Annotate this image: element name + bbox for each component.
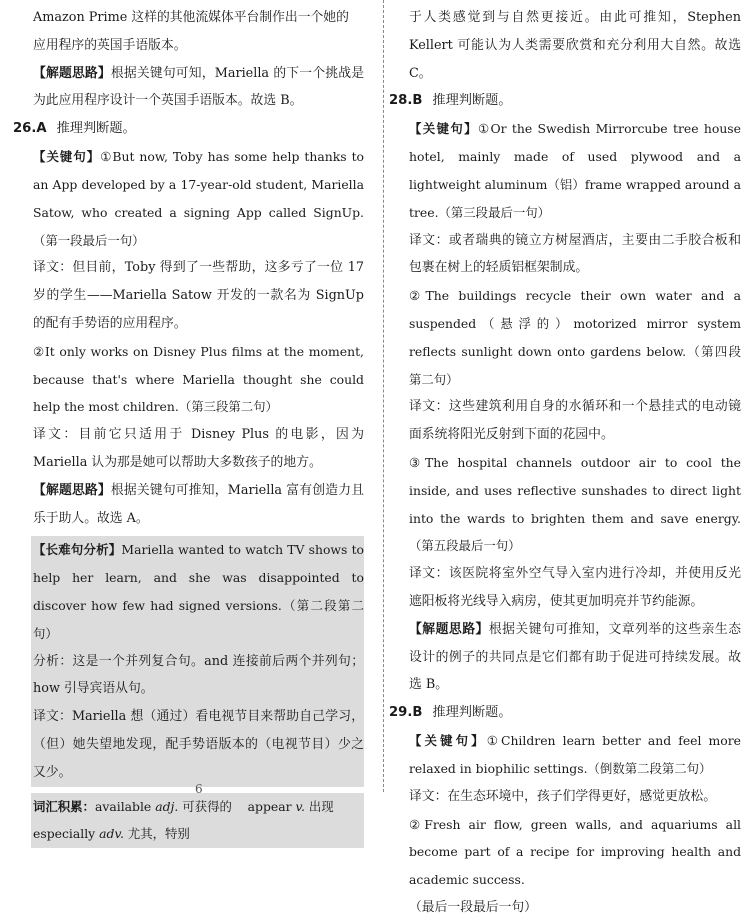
vocab-pos-appear: v. bbox=[295, 798, 305, 814]
vocab-pos-available: adj. bbox=[155, 798, 179, 814]
vocab-word-available: available bbox=[94, 798, 152, 814]
q28-key-sentence-3-english: ③The hospital channels outdoor air to cool the inside, and uses reflective sunshades to direct light into the wards to brighten them and save energy.（第五段最后一句） bbox=[409, 454, 741, 554]
key-sentence-1-english: ①But now, Toby has some help thanks to an App developed by a 17-year-old student, Mariella Satow, who created a signing App called SignUp.（第一段最后一句） bbox=[33, 149, 365, 248]
continued-text-line-2: 应用程序的英国手语版本。 bbox=[33, 37, 187, 53]
vocab-meaning-especially: 尤其，特别 bbox=[127, 826, 190, 842]
solution-idea-text-2: 根据关键句可推知，Mariella 富有创造力且乐于助人。故选 A。 bbox=[33, 482, 364, 526]
vocab-meaning-available: 可获得的 bbox=[182, 798, 232, 814]
page-mark: 6 bbox=[195, 782, 203, 796]
right-column bbox=[389, 0, 742, 922]
long-sentence-translation: 译文：Mariella 想（通过）看电视节目来帮助自己学习，（但）她失望地发现，配手势语版本的（电视节目）少之又少。 bbox=[33, 709, 364, 780]
key-sentence-2-english: ②It only works on Disney Plus films at the moment, because that's where Mariella thought she could help the most children.（第三段第二句） bbox=[33, 343, 364, 415]
key-sentence-1-translation: 译文：但目前，Toby 得到了一些帮助，这多亏了一位 17 岁的学生——Mariella Satow 开发的一款名为 SignUp 的配有手势语的应用程序。 bbox=[33, 260, 364, 331]
question-28-type: 推理判断题。 bbox=[432, 93, 512, 109]
question-29-number: 29.B bbox=[389, 705, 423, 721]
key-sentence-tag: 【关键句】 bbox=[33, 149, 101, 165]
left-column bbox=[13, 0, 365, 848]
solution-idea-paragraph bbox=[33, 60, 364, 116]
question-28-number: 28.B bbox=[389, 93, 423, 109]
q29-key-sentence-1-translation: 译文：在生态环境中，孩子们学得更好，感觉更放松。 bbox=[409, 788, 717, 804]
question-28-heading bbox=[389, 87, 741, 115]
solution-idea-tag-2: 【解题思路】 bbox=[33, 482, 111, 498]
continued-answer-text: 于人类感觉到与自然更接近。由此可推知，Stephen Kellert 可能认为人类需要欣赏和充分利用大自然。故选 C。 bbox=[409, 10, 741, 81]
long-sentence-english bbox=[33, 536, 364, 647]
question-29-heading bbox=[389, 699, 741, 727]
q29-key-sentence-1-english: ①Children learn better and feel more relaxed in biophilic settings.（倒数第二段第二句） bbox=[409, 733, 741, 776]
q28-key-sentence-2-english: ②The buildings recycle their own water and a suspended（悬浮的）motorized mirror system reflects sunlight down onto gardens below.（第四段第二句） bbox=[409, 288, 741, 387]
vocab-meaning-appear: 出现 bbox=[308, 798, 334, 814]
question-26-type: 推理判断题。 bbox=[56, 121, 136, 137]
continued-text-line-1: Amazon Prime 这样的其他流媒体平台制作出一个她的 bbox=[33, 10, 349, 25]
q28-key-sentence-2-translation: 译文：这些建筑利用自身的水循环和一个悬挂式的电动镜面系统将阳光反射到下面的花园中。 bbox=[409, 399, 741, 443]
solution-idea-text: 根据关键句可知，Mariella 的下一个挑战是为此应用程序设计一个英国手语版本。故选 B。 bbox=[33, 65, 364, 109]
question-29-type: 推理判断题。 bbox=[432, 705, 512, 721]
q28-solution-idea-tag: 【解题思路】 bbox=[409, 621, 489, 637]
vocabulary-box bbox=[31, 793, 364, 849]
vocabulary-line-1 bbox=[33, 793, 364, 821]
vocab-pos-especially: adv. bbox=[99, 826, 124, 842]
solution-idea-tag: 【解题思路】 bbox=[33, 65, 111, 81]
long-sentence-analysis-box bbox=[31, 536, 364, 786]
q29-key-sentence-2-reference: （最后一段最后一句） bbox=[409, 899, 537, 915]
key-sentence-1 bbox=[33, 143, 364, 254]
q28-solution-idea-text: 根据关键句可推知，文章列举的这些亲生态设计的例子的共同点是它们都有助于促进可持续发展。故选 B。 bbox=[409, 621, 742, 693]
solution-idea-paragraph-2 bbox=[33, 477, 364, 533]
vocabulary-tag: 词汇积累： bbox=[33, 798, 95, 814]
vocab-word-especially: especially bbox=[33, 826, 96, 842]
key-sentence-2-translation: 译文：目前它只适用于 Disney Plus 的电影，因为 Mariella 认为那是她可以帮助大多数孩子的地方。 bbox=[33, 427, 364, 470]
q28-key-sentence-3-translation: 译文：该医院将室外空气导入室内进行冷却，并使用反光遮阳板将光线导入病房，使其更加明亮并节约能源。 bbox=[409, 566, 741, 609]
q29-key-sentence-tag: 【关键句】 bbox=[409, 733, 487, 749]
q28-key-sentence-1 bbox=[409, 115, 741, 226]
column-divider bbox=[383, 0, 384, 792]
question-26-heading bbox=[13, 115, 364, 143]
long-sentence-tag: 【长难句分析】 bbox=[33, 542, 122, 558]
vocab-word-appear: appear bbox=[247, 798, 292, 814]
q28-solution-idea bbox=[409, 616, 741, 699]
question-26-number: 26.A bbox=[13, 121, 47, 137]
long-sentence-analysis: 分析：这是一个并列复合句。and 连接前后两个并列句；how 引导宾语从句。 bbox=[33, 653, 364, 697]
q28-key-sentence-1-translation: 译文：或者瑞典的镜立方树屋酒店，主要由二手胶合板和包裹在树上的轻质铝框架制成。 bbox=[409, 232, 741, 276]
q29-key-sentence-1 bbox=[409, 727, 741, 783]
q28-key-sentence-tag: 【关键句】 bbox=[409, 121, 478, 137]
vocabulary-line-2 bbox=[33, 820, 364, 848]
long-sentence-text: Mariella wanted to watch TV shows to help her learn, and she was disappointed to discover how few had signed versions.（第二段第二句） bbox=[33, 542, 365, 641]
q28-key-sentence-1-english: ①Or the Swedish Mirrorcube tree house hotel, mainly made of used plywood and a lightweight aluminum（铝）frame wrapped around a tree.（第三段最后一句） bbox=[409, 121, 741, 220]
q29-key-sentence-2-english: ②Fresh air flow, green walls, and aquariums all become part of a recipe for improving health and academic success. bbox=[409, 816, 741, 888]
